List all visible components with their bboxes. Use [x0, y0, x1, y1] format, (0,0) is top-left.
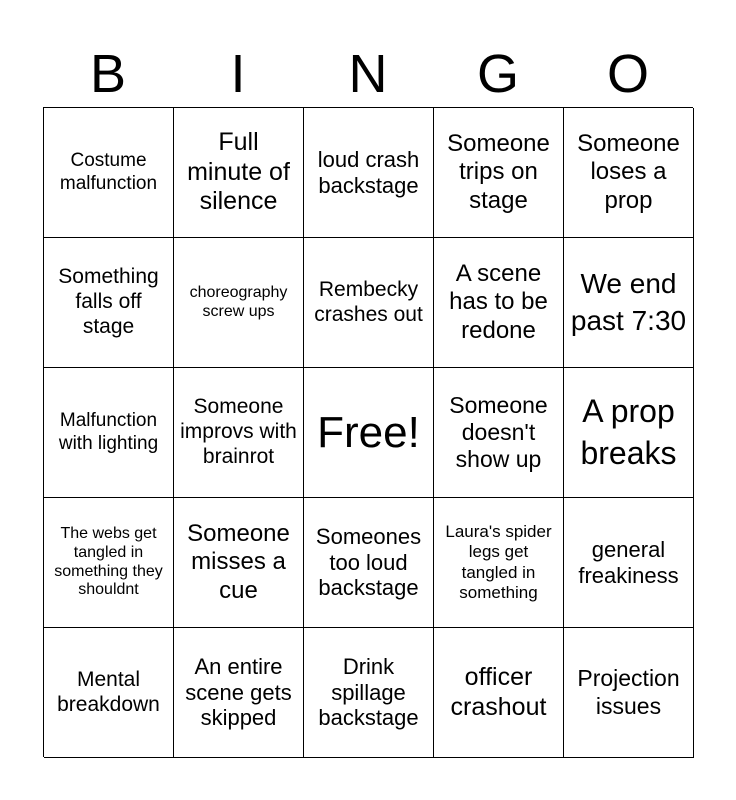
bingo-cell[interactable]	[434, 238, 564, 368]
bingo-cell[interactable]	[44, 238, 174, 368]
bingo-cell[interactable]	[304, 238, 434, 368]
cell-text: Someone doesn't show up	[449, 391, 548, 473]
cell-text: Laura's spider legs get tangled in something	[445, 522, 552, 602]
cell-text: Malfunction with lighting	[58, 410, 159, 454]
free-space-text: Free!	[317, 407, 420, 457]
cell-text: Someone misses a cue	[187, 520, 290, 604]
bingo-cell[interactable]	[304, 498, 434, 628]
bingo-cell[interactable]	[564, 238, 694, 368]
bingo-cell[interactable]	[304, 628, 434, 758]
bingo-cell[interactable]	[44, 628, 174, 758]
bingo-board	[43, 107, 693, 757]
bingo-cell[interactable]	[174, 368, 304, 498]
cell-text: general freakiness	[578, 536, 679, 588]
bingo-cell[interactable]	[564, 108, 694, 238]
header-letter-b: B	[89, 44, 127, 104]
bingo-cell[interactable]	[564, 368, 694, 498]
bingo-cell[interactable]	[434, 498, 564, 628]
header-letter-i: I	[230, 44, 246, 104]
cell-text: Someone trips on stage	[447, 130, 550, 214]
cell-text: choreography screw ups	[189, 283, 288, 320]
bingo-cell[interactable]	[174, 628, 304, 758]
free-space-cell[interactable]	[304, 368, 434, 498]
cell-text: Someones too loud backstage	[315, 523, 422, 601]
cell-text: Someone improvs with brainrot	[180, 395, 297, 468]
cell-text: Mental breakdown	[57, 667, 160, 716]
cell-text: officer crashout	[450, 663, 547, 721]
cell-text: The webs get tangled in something they shouldnt	[54, 524, 163, 599]
cell-text: A scene has to be redone	[449, 260, 548, 344]
cell-text: Something falls off stage	[58, 265, 159, 338]
bingo-header	[43, 42, 693, 106]
bingo-cell[interactable]	[434, 368, 564, 498]
cell-text: Someone loses a prop	[577, 130, 680, 214]
bingo-cell[interactable]	[174, 238, 304, 368]
cell-text: Full minute of silence	[187, 128, 290, 216]
bingo-cell[interactable]	[564, 628, 694, 758]
bingo-cell[interactable]	[174, 108, 304, 238]
cell-text: Drink spillage backstage	[318, 653, 419, 731]
header-letter-n: N	[348, 44, 388, 104]
cell-text: Projection issues	[577, 665, 680, 719]
cell-text: A prop breaks	[580, 392, 677, 471]
header-letter-g: G	[476, 44, 519, 104]
bingo-cell[interactable]	[564, 498, 694, 628]
cell-text: Costume malfunction	[59, 150, 158, 194]
header-letter-o: O	[606, 44, 649, 104]
cell-text: loud crash backstage	[317, 146, 420, 198]
cell-text: Rembecky crashes out	[314, 277, 423, 326]
bingo-cell[interactable]	[434, 628, 564, 758]
cell-text: We end past 7:30	[570, 268, 687, 336]
cell-text: An entire scene gets skipped	[185, 653, 292, 731]
bingo-cell[interactable]	[44, 368, 174, 498]
bingo-cell[interactable]	[44, 498, 174, 628]
bingo-cell[interactable]	[174, 498, 304, 628]
bingo-cell[interactable]	[304, 108, 434, 238]
bingo-cell[interactable]	[434, 108, 564, 238]
bingo-cell[interactable]	[44, 108, 174, 238]
